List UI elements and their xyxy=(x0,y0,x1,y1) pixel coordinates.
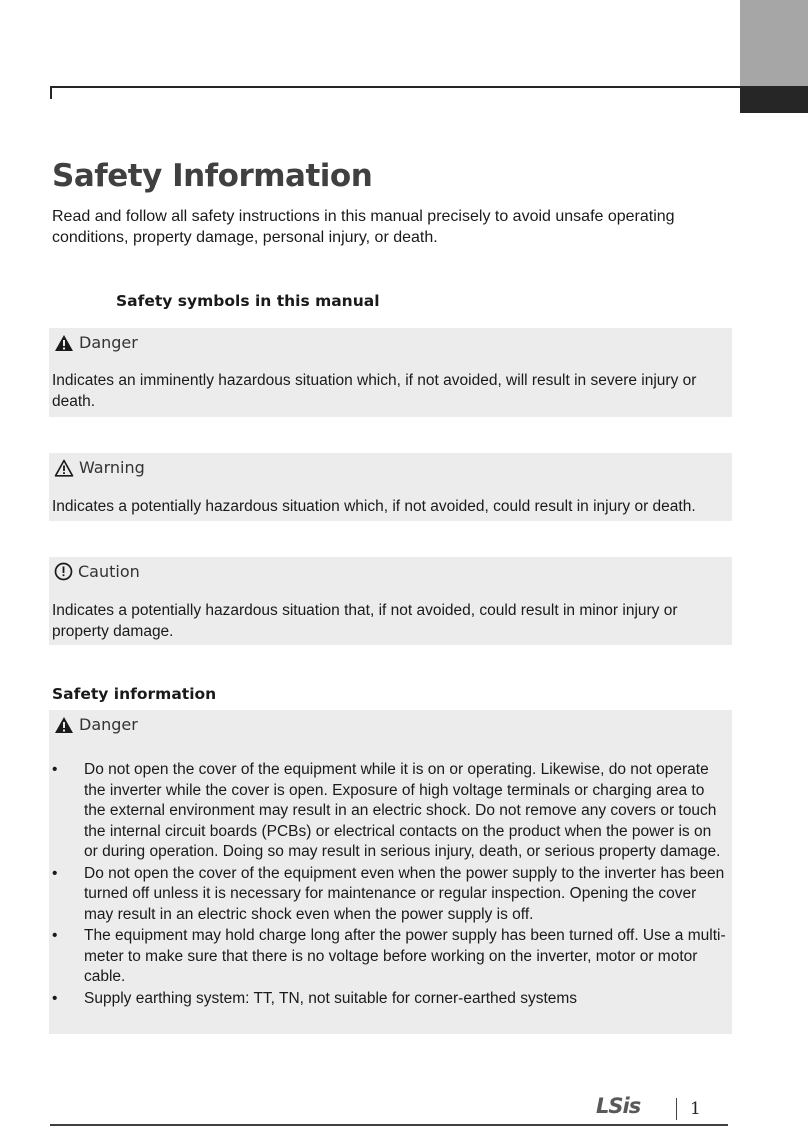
header-corner-tick xyxy=(50,86,52,99)
danger-title xyxy=(54,333,138,352)
page-title: Safety Information xyxy=(52,158,373,194)
bullet-mark: • xyxy=(52,864,58,882)
footer-rule xyxy=(50,1124,728,1126)
caution-title xyxy=(54,562,140,581)
safety-info-danger-box xyxy=(49,710,732,1034)
page-number: 1 xyxy=(690,1099,701,1119)
safety-bullet-list xyxy=(52,760,728,1010)
list-item: • The equipment may hold charge long after the power supply has been turned off. Use a multi-meter to make sure that there is no voltage before working on the inverter, motor or motor cable. xyxy=(52,927,726,985)
caution-label: Caution xyxy=(78,562,140,581)
warning-triangle-outline-icon xyxy=(54,459,74,477)
warning-symbol-box xyxy=(49,453,732,521)
warning-description: Indicates a potentially hazardous situation which, if not avoided, could result in injury or death. xyxy=(52,498,696,515)
company-logo: LSis xyxy=(596,1094,641,1118)
exclamation-circle-icon xyxy=(54,562,73,581)
warning-triangle-filled-icon xyxy=(54,334,74,352)
chapter-tab-grey xyxy=(740,0,808,86)
footer-divider xyxy=(676,1098,677,1120)
safety-info-heading: Safety information xyxy=(52,685,217,703)
danger-label: Danger xyxy=(79,333,138,352)
bullet-mark: • xyxy=(52,989,58,1007)
intro-paragraph: Read and follow all safety instructions in this manual precisely to avoid unsafe operating conditions, property damage, personal injury, or death. xyxy=(52,208,675,246)
danger-symbol-box xyxy=(49,328,732,417)
safety-info-danger-title xyxy=(54,715,138,734)
list-item: • Supply earthing system: TT, TN, not suitable for corner-earthed systems xyxy=(52,989,728,1010)
caution-description: Indicates a potentially hazardous situation that, if not avoided, could result in minor injury or property damage. xyxy=(52,602,678,640)
list-item: • Do not open the cover of the equipment while it is on or operating. Likewise, do not operate the inverter while the cover is open. Exposure of high voltage terminals or charging area to the external environment may result in an electric shock. Do not remove any covers or touch the internal circuit boards (PCBs) or electrical contacts on the product when the power is on or during operation. Doing so may result in serious injury, death, or serious property damage. xyxy=(52,761,721,860)
symbols-heading: Safety symbols in this manual xyxy=(116,292,380,310)
caution-symbol-box xyxy=(49,557,732,645)
list-item: • Do not open the cover of the equipment even when the power supply to the inverter has been turned off unless it is necessary for maintenance or regular inspection. Opening the cover may result in an electric shock even when the power supply is off. xyxy=(52,864,725,923)
chapter-tab-black xyxy=(740,86,808,113)
safety-info-danger-label: Danger xyxy=(79,715,138,734)
danger-description: Indicates an imminently hazardous situation which, if not avoided, will result in severe injury or death. xyxy=(52,372,697,410)
warning-label: Warning xyxy=(79,458,145,477)
warning-triangle-filled-icon xyxy=(54,716,74,734)
bullet-mark: • xyxy=(52,927,58,944)
warning-title xyxy=(54,458,145,477)
header-rule xyxy=(50,86,740,88)
bullet-mark: • xyxy=(52,761,58,778)
